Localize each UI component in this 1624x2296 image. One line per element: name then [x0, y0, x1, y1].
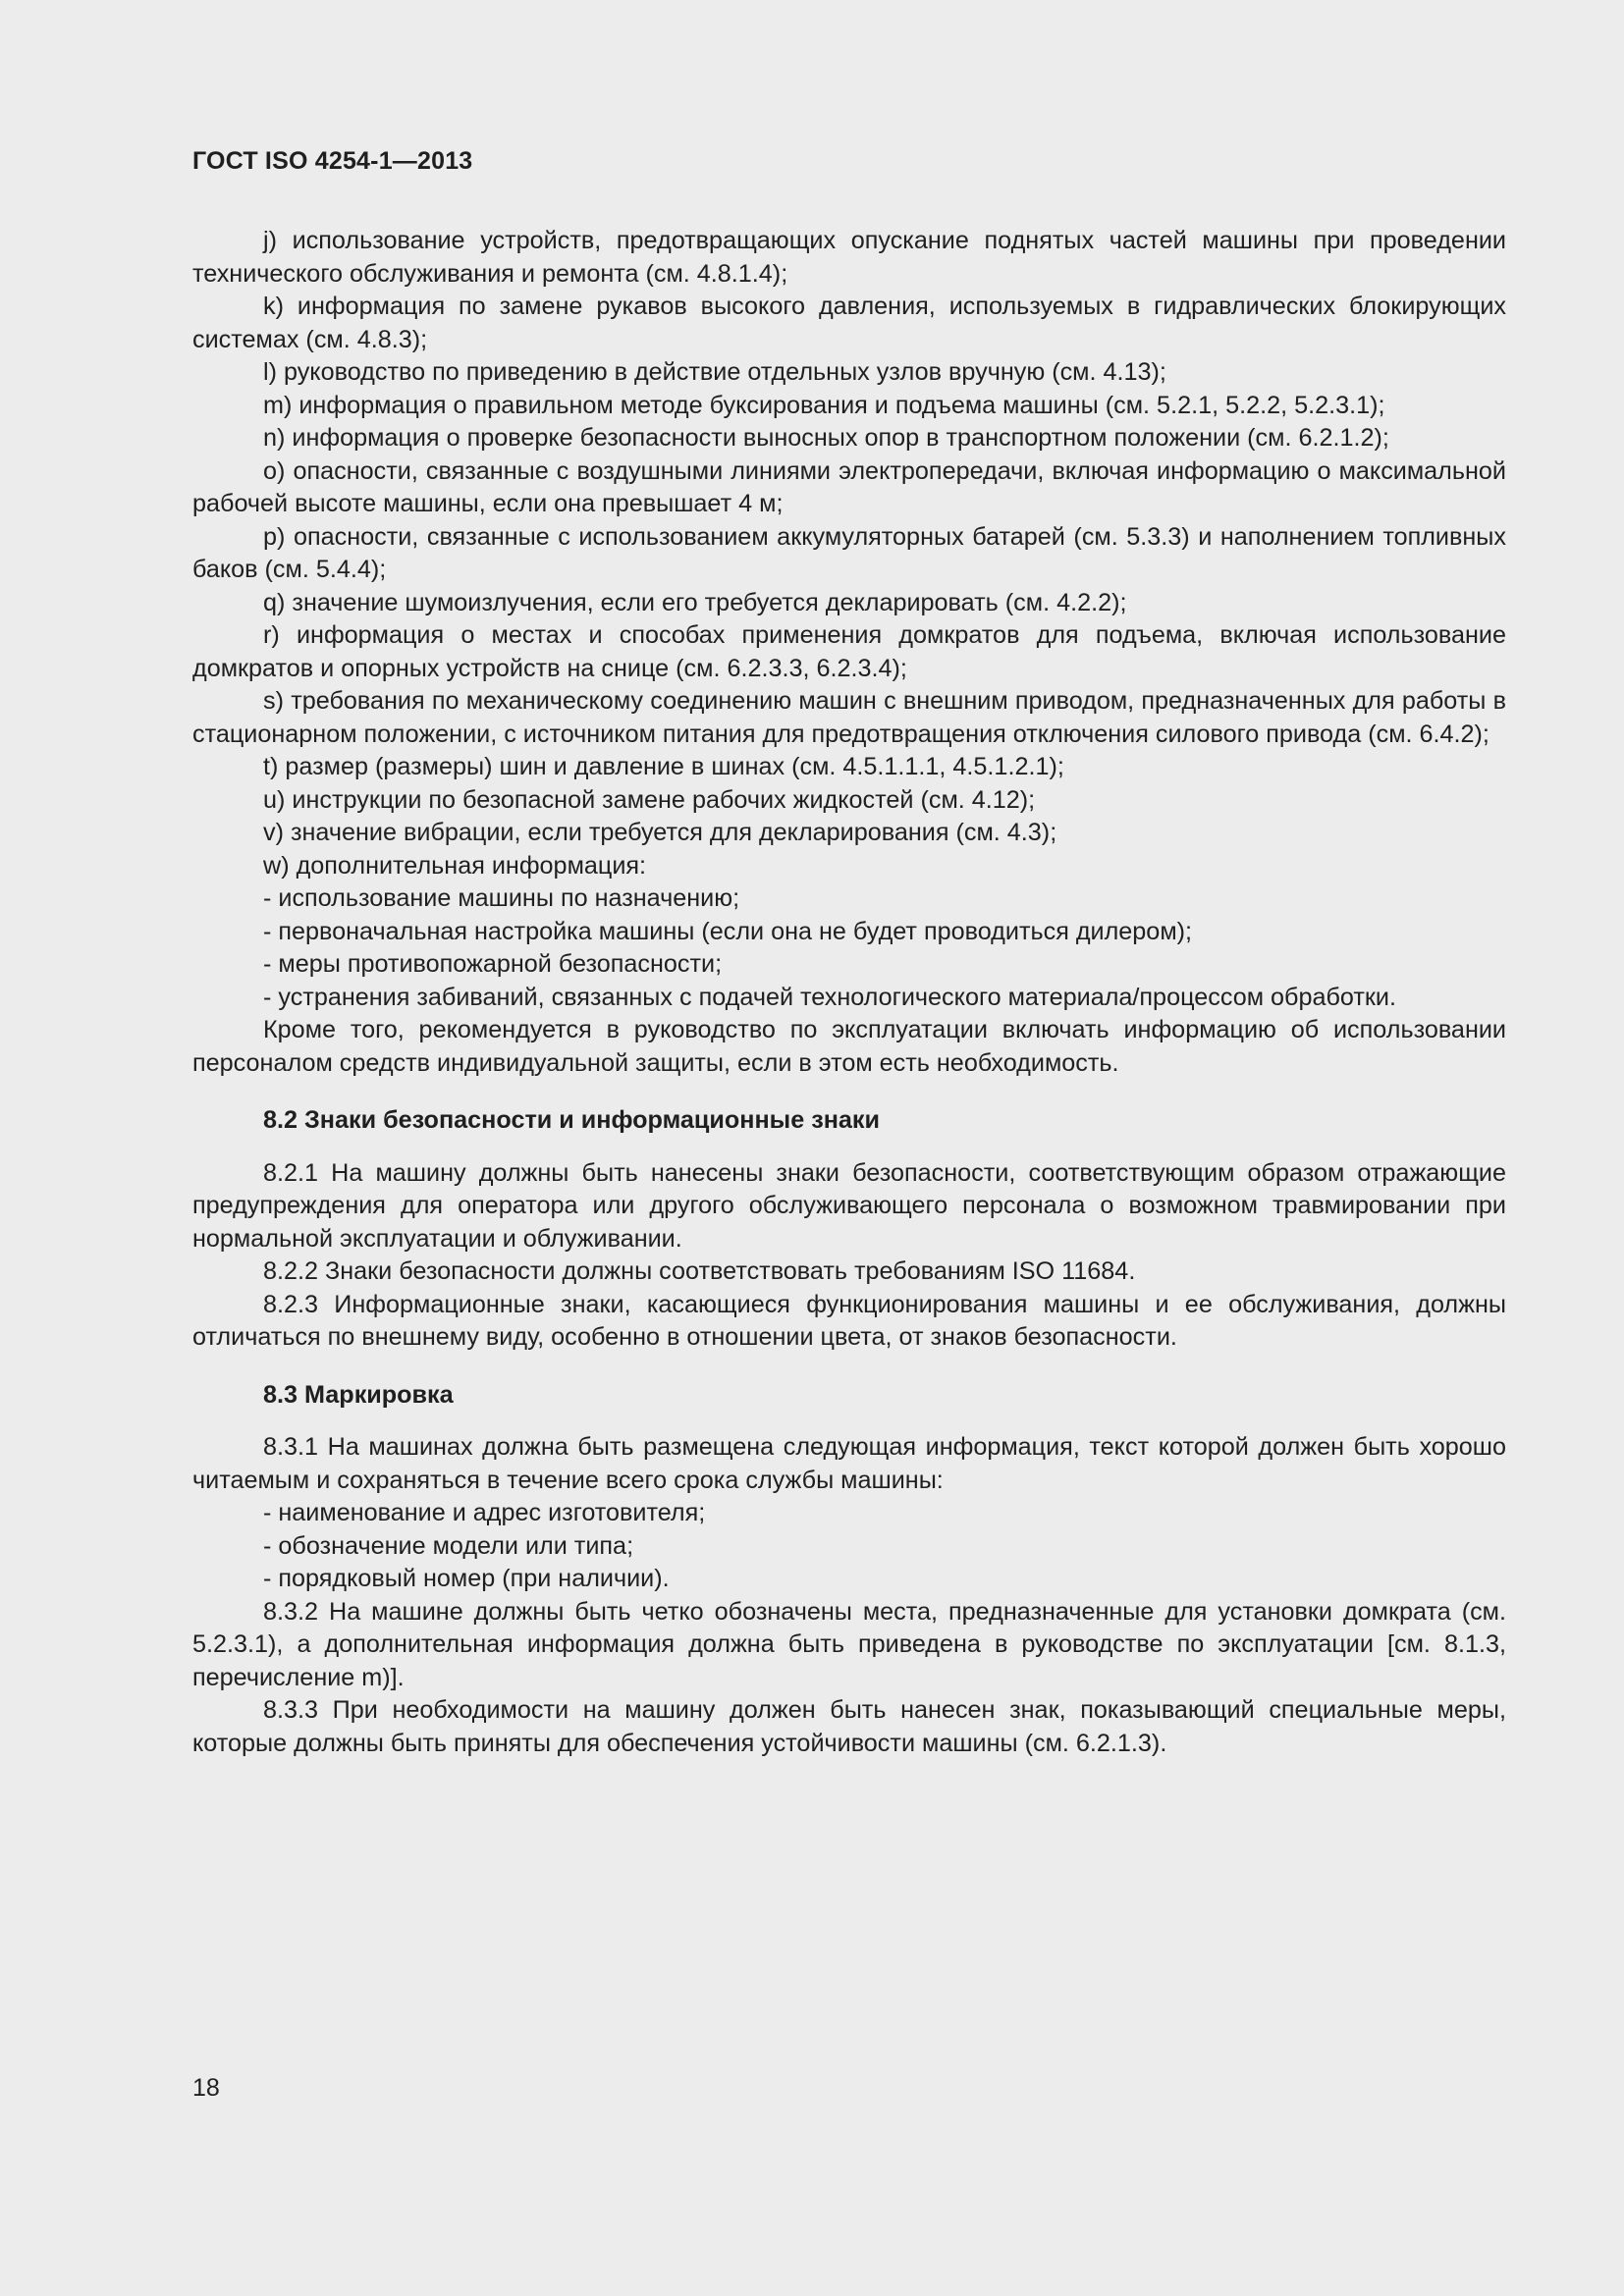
document-header: ГОСТ ISO 4254-1—2013: [192, 147, 473, 175]
section-heading: 8.2 Знаки безопасности и информационные знаки: [263, 1106, 881, 1134]
paragraph: r) информация о местах и способах применения домкратов для подъема, включая использование домкратов и опорных устройств на снице (см. 6.2.3.3, 6.2.3.4);: [192, 621, 1506, 682]
paragraph: t) размер (размеры) шин и давление в шинах (см. 4.5.1.1.1, 4.5.1.2.1);: [263, 753, 1064, 780]
page-number: 18: [192, 2074, 220, 2102]
paragraph: - порядковый номер (при наличии).: [263, 1565, 670, 1592]
paragraph: 8.3.3 При необходимости на машину должен быть нанесен знак, показывающий специальные меры, которые должны быть приняты для обеспечения устойчивости машины (см. 6.2.1.3).: [192, 1696, 1506, 1757]
paragraph: - первоначальная настройка машины (если она не будет проводиться дилером);: [263, 917, 1193, 945]
paragraph: j) использование устройств, предотвращающих опускание поднятых частей машины при проведении технического обслуживания и ремонта (см. 4.8.1.4);: [192, 227, 1506, 288]
paragraph: w) дополнительная информация:: [263, 851, 647, 880]
section-heading: 8.3 Маркировка: [263, 1380, 454, 1409]
paragraph: v) значение вибрации, если требуется для декларирования (см. 4.3);: [263, 819, 1057, 846]
paragraph: k) информация по замене рукавов высокого давления, используемых в гидравлических блокирующих системах (см. 4.8.3);: [192, 293, 1506, 353]
paragraph: l) руководство по приведению в действие отдельных узлов вручную (см. 4.13);: [263, 358, 1166, 386]
paragraph: u) инструкции по безопасной замене рабочих жидкостей (см. 4.12);: [263, 785, 1036, 814]
paragraph: p) опасности, связанные с использованием аккумуляторных батарей (см. 5.3.3) и наполнением топливных баков (см. 5.4.4);: [192, 522, 1506, 583]
paragraph: 8.2.1 На машину должны быть нанесены знаки безопасности, соответствующим образом отражающие предупреждения для оператора или другого обслуживающего персонала о возможном травмировании при нормальной эксплуатации и облуживании.: [192, 1158, 1506, 1253]
paragraph: 8.3.1 На машинах должна быть размещена следующая информация, текст которой должен быть хорошо читаемым и сохраняться в течение всего срока службы машины:: [192, 1433, 1506, 1494]
paragraph: 8.3.2 На машине должны быть четко обозначены места, предназначенные для установки домкрата (см. 5.2.3.1), а дополнительная информация должна быть приведена в руководстве по эксплуатации [см. 8.1.3, перечисление m)].: [192, 1597, 1506, 1691]
paragraph: - меры противопожарной безопасности;: [263, 950, 723, 978]
paragraph: o) опасности, связанные с воздушными линиями электропередачи, включая информацию о максимальной рабочей высоте машины, если она превышает 4 м;: [192, 456, 1506, 517]
paragraph: - обозначение модели или типа;: [263, 1531, 634, 1560]
paragraph: Кроме того, рекомендуется в руководство по эксплуатации включать информацию об использовании персоналом средств индивидуальной защиты, если в этом есть необходимость.: [192, 1016, 1506, 1077]
paragraph: - использование машины по назначению;: [263, 884, 740, 912]
paragraph: m) информация о правильном методе буксирования и подъема машины (см. 5.2.1, 5.2.2, 5.2.3.1);: [263, 391, 1385, 419]
paragraph: s) требования по механическому соединению машин с внешним приводом, предназначенных для работы в стационарном положении, с источником питания для предотвращения отключения силового привода (см. 6.4.2);: [192, 687, 1506, 748]
paragraph: - наименование и адрес изготовителя;: [263, 1499, 706, 1526]
paragraph: 8.2.3 Информационные знаки, касающиеся функционирования машины и ее обслуживания, должны отличаться по внешнему виду, особенно в отношении цвета, от знаков безопасности.: [192, 1290, 1506, 1351]
document-body: [192, 225, 1506, 1760]
paragraph: q) значение шумоизлучения, если его требуется декларировать (см. 4.2.2);: [263, 588, 1127, 616]
paragraph: n) информация о проверке безопасности выносных опор в транспортном положении (см. 6.2.1.2);: [263, 424, 1389, 452]
paragraph: 8.2.2 Знаки безопасности должны соответствовать требованиям ISO 11684.: [263, 1257, 1136, 1285]
paragraph: - устранения забиваний, связанных с подачей технологического материала/процессом обработки.: [263, 983, 1396, 1011]
